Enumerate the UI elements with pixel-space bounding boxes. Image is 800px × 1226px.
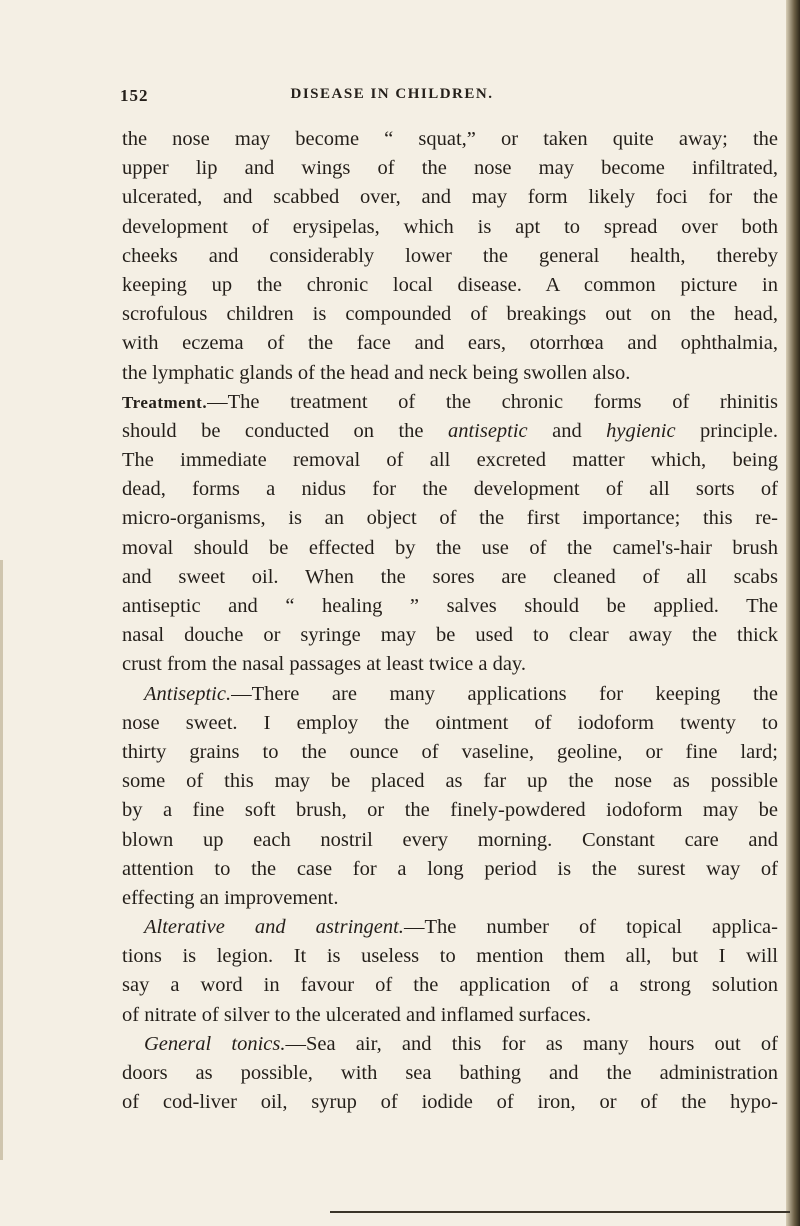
text-line: of nitrate of silver to the ulcerated and inflamed surfaces. xyxy=(122,1003,592,1026)
bottom-rule xyxy=(330,1211,790,1213)
text-run: —The treatment of the chronic forms of rhinitis xyxy=(207,390,778,413)
page-edge-shadow xyxy=(786,0,800,1226)
text-line: development of erysipelas, which is apt to spread over both xyxy=(122,215,778,238)
text-line: the nose may become “ squat,” or taken quite away; the xyxy=(122,128,778,150)
text-line: antiseptic and “ healing ” salves should be applied. The xyxy=(122,595,778,617)
paragraph-first-line xyxy=(122,680,778,709)
text-line: ulcerated, and scabbed over, and may form likely foci for the xyxy=(122,186,778,209)
text-line: dead, forms a nidus for the development of all sorts of xyxy=(122,478,778,501)
text-line: crust from the nasal passages at least twice a day. xyxy=(122,653,526,676)
page-edge-left xyxy=(0,560,3,1160)
text-line: doors as possible, with sea bathing and the administration xyxy=(122,1062,778,1084)
text-line: of cod-liver oil, syrup of iodide of iron, or of the hypo- xyxy=(122,1091,778,1114)
text-line: cheeks and considerably lower the general health, thereby xyxy=(122,244,778,267)
text-run: —Sea air, and this for as many hours out of xyxy=(285,1032,778,1055)
text-line: some of this may be placed as far up the nose as possible xyxy=(122,770,778,793)
text-line: nasal douche or syringe may be used to clear away the thick xyxy=(122,624,778,647)
text-run: principle. xyxy=(675,419,778,442)
text-line: upper lip and wings of the nose may become infiltrated, xyxy=(122,157,778,180)
page-number: 152 xyxy=(120,86,149,105)
paragraph-first-line xyxy=(122,388,778,417)
body-text xyxy=(122,125,778,1117)
section-heading-general-tonics: General tonics. xyxy=(144,1032,286,1055)
paragraph-first-line xyxy=(122,913,778,942)
text-line xyxy=(122,417,778,446)
text-line: by a fine soft brush, or the finely-powdered iodoform may be xyxy=(122,799,778,822)
text-line: the lymphatic glands of the head and neck being swollen also. xyxy=(122,361,631,384)
text-line: scrofulous children is compounded of breakings out on the head, xyxy=(122,303,778,326)
section-heading-antiseptic: Antiseptic. xyxy=(144,682,232,705)
emphasis-antiseptic: antiseptic xyxy=(447,419,528,442)
running-title: DISEASE IN CHILDREN. xyxy=(290,86,494,102)
text-run: should be conducted on the xyxy=(122,419,448,442)
text-line: attention to the case for a long period is the surest way of xyxy=(122,857,778,880)
text-line: and sweet oil. When the sores are cleaned of all scabs xyxy=(122,565,778,588)
text-run: —There are many applications for keeping the xyxy=(231,682,778,705)
text-line: keeping up the chronic local disease. A common picture in xyxy=(122,273,778,296)
text-line: nose sweet. I employ the ointment of iodoform twenty to xyxy=(122,711,778,734)
text-line: say a word in favour of the application of a strong solution xyxy=(122,974,778,997)
section-heading-alterative: Alterative and astringent. xyxy=(144,916,404,939)
section-heading-treatment: Treatment. xyxy=(122,392,208,412)
running-header xyxy=(120,86,780,110)
text-run: —The number of topical applica- xyxy=(403,916,778,939)
text-line: thirty grains to the ounce of vaseline, geoline, or fine lard; xyxy=(122,740,778,763)
text-line: micro-organisms, is an object of the first importance; this re- xyxy=(122,507,778,530)
text-line: with eczema of the face and ears, otorrhœa and ophthalmia, xyxy=(122,332,778,355)
text-line: The immediate removal of all excreted matter which, being xyxy=(122,449,778,472)
text-run: and xyxy=(527,419,607,442)
text-line: effecting an improvement. xyxy=(122,886,339,909)
text-line: moval should be effected by the use of the camel's-hair brush xyxy=(122,536,778,559)
paragraph-first-line xyxy=(122,1030,778,1059)
text-line: blown up each nostril every morning. Constant care and xyxy=(122,828,778,851)
text-line: tions is legion. It is useless to mention them all, but I will xyxy=(122,945,778,968)
emphasis-hygienic: hygienic xyxy=(606,419,676,442)
